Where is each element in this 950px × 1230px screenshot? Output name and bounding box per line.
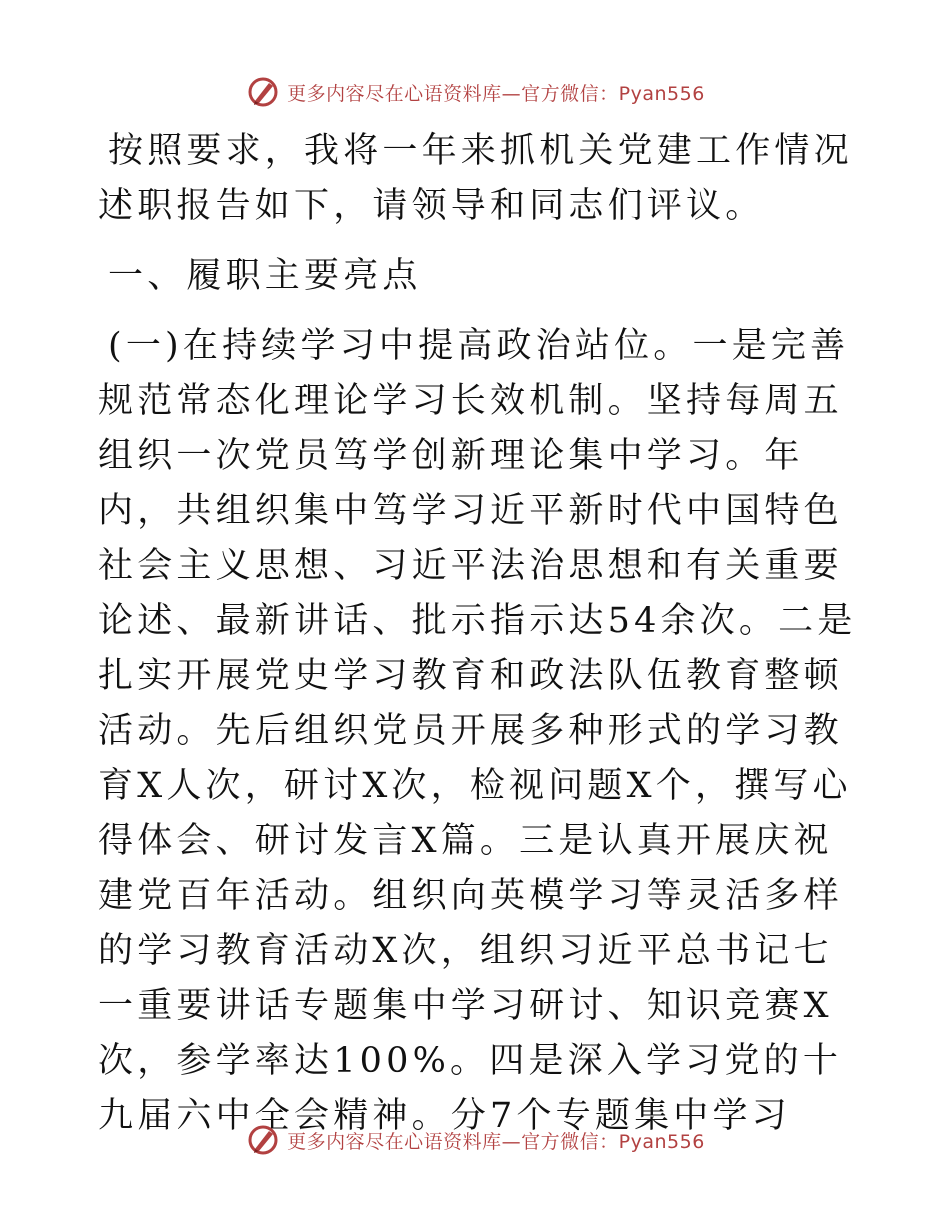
intro-paragraph: 按照要求，我将一年来抓机关党建工作情况述职报告如下，请领导和同志们评议。: [98, 131, 853, 226]
pen-circle-logo-icon: [245, 74, 281, 110]
footer-watermark: [0, 1120, 950, 1160]
document-body: [98, 124, 858, 1144]
section-heading: 一、履职主要亮点: [108, 256, 422, 296]
section-paragraph: (一)在持续学习中提高政治站位。一是完善规范常态化理论学习长效机制。坚持每周五组织一次党员笃学创新理论集中学习。年内，共组织集中笃学习近平新时代中国特色社会主义思想、习近平法治思想和有关重要论述、最新讲话、批示指示达54余次。二是扎实开展党史学习教育和政法队伍教育整顿活动。先后组织党员开展多种形式的学习教育X人次，研讨X次，检视问题X个，撰写心得体会、研讨发言X篇。三是认真开展庆祝建党百年活动。组织向英模学习等灵活多样的学习教育活动X次，组织习近平总书记七一重要讲话专题集中学习研讨、知识竞赛X次，参学率达100%。四是深入学习党的十九届六中全会精神。分7个专题集中学习: [98, 326, 857, 1136]
header-watermark: [0, 72, 950, 112]
pen-circle-logo-icon: [245, 1122, 281, 1158]
watermark-text: 更多内容尽在心语资料库—官方微信：Pyan556: [287, 1130, 705, 1153]
watermark-text: 更多内容尽在心语资料库—官方微信：Pyan556: [287, 82, 705, 105]
